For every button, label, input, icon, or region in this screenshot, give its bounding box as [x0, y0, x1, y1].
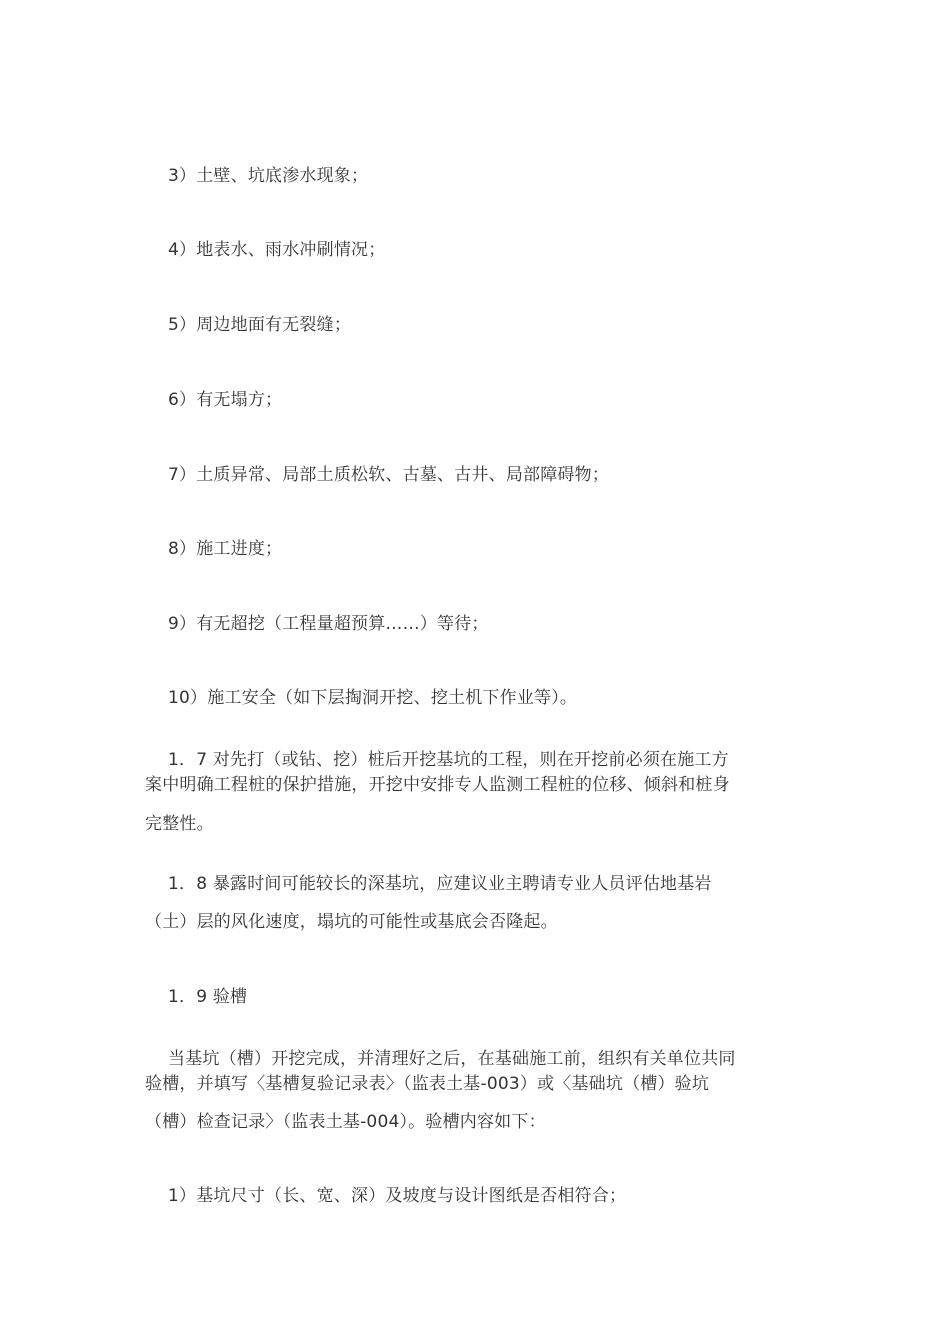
paragraph-inspection-line-1: 当基坑（槽）开挖完成，并清理好之后，在基础施工前，组织有关单位共同: [168, 1049, 736, 1069]
section-1-8-line-1: 1．8 暴露时间可能较长的深基坑，应建议业主聘请专业人员评估地基岩: [168, 874, 712, 894]
list-item-6: 6）有无塌方；: [168, 390, 283, 410]
list-item-10: 10）施工安全（如下层掏洞开挖、挖土机下作业等）。: [168, 688, 578, 708]
paragraph-inspection-line-2: 验槽，并填写〈基槽复验记录表〉（监表土基-003）或〈基础坑（槽）验坑: [145, 1074, 710, 1094]
paragraph-inspection-line-3: （槽）检查记录〉（监表土基-004）。验槽内容如下：: [145, 1112, 546, 1132]
list-item-5: 5）周边地面有无裂缝；: [168, 315, 352, 335]
list-item-8: 8）施工进度；: [168, 539, 283, 559]
section-1-7-line-2: 案中明确工程桩的保护措施，开挖中安排专人监测工程桩的位移、倾斜和桩身: [145, 775, 730, 795]
inspection-item-1: 1）基坑尺寸（长、宽、深）及坡度与设计图纸是否相符合；: [168, 1186, 627, 1206]
section-1-8-line-2: （土）层的风化速度，塌坑的可能性或基底会否隆起。: [145, 912, 558, 932]
list-item-7: 7）土质异常、局部土质松软、古墓、古井、局部障碍物；: [168, 465, 610, 485]
list-item-3: 3）土壁、坑底渗水现象；: [168, 166, 369, 186]
list-item-4: 4）地表水、雨水冲刷情况；: [168, 240, 386, 260]
section-1-7-line-3: 完整性。: [145, 814, 214, 834]
section-1-7-line-1: 1．7 对先打（或钻、挖）桩后开挖基坑的工程，则在开挖前必须在施工方: [168, 750, 729, 770]
section-1-9-heading: 1．9 验槽: [168, 987, 248, 1007]
list-item-9: 9）有无超挖（工程量超预算……）等待；: [168, 614, 489, 634]
